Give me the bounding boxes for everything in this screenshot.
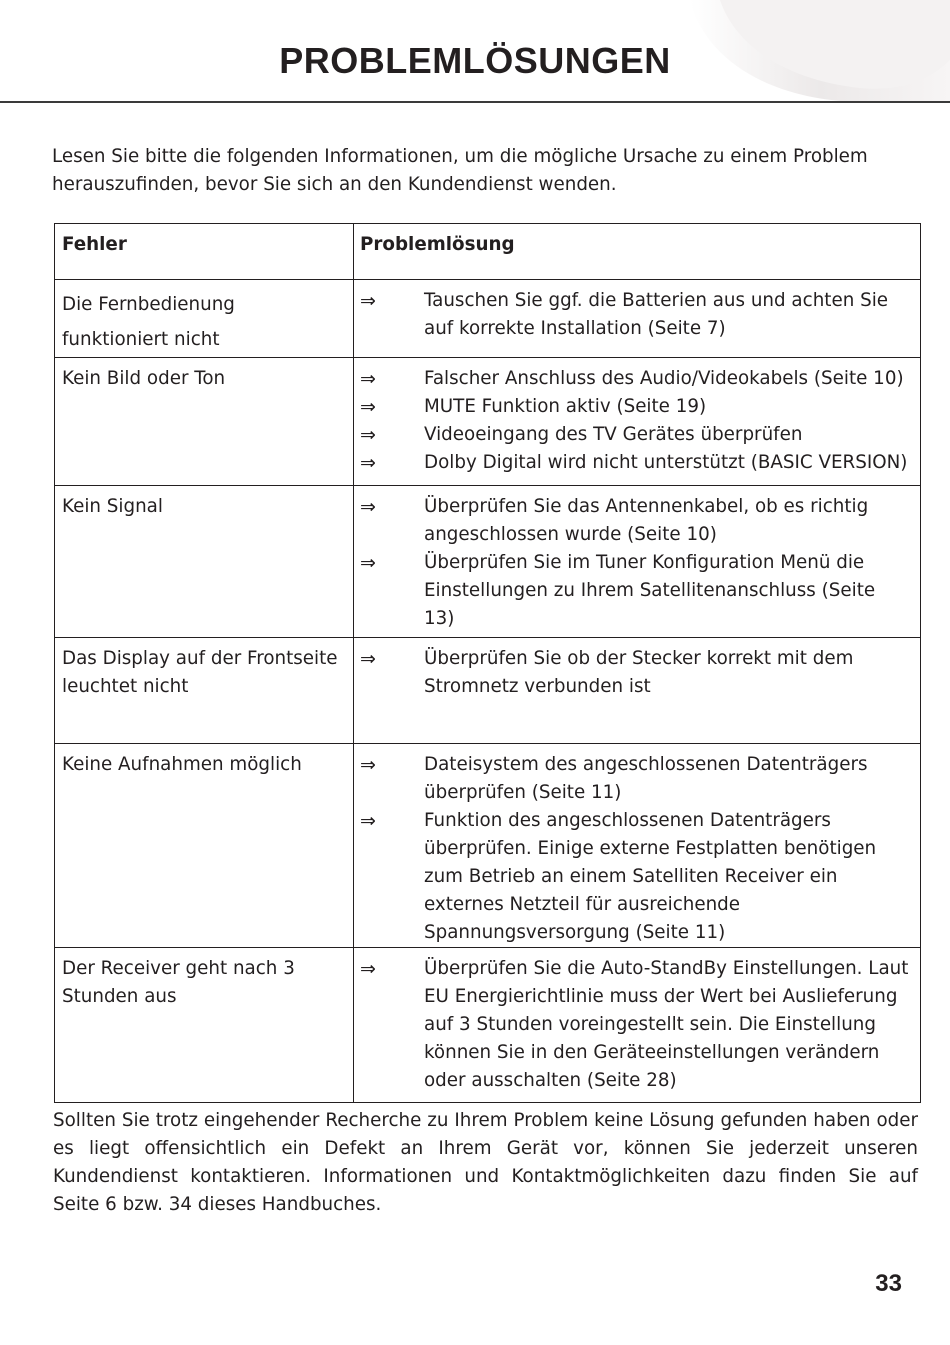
fault-cell: Der Receiver geht nach 3 Stunden aus [55,948,354,1103]
solution-cell [354,280,921,358]
troubleshooting-table [54,223,921,1103]
solution-item [360,365,910,393]
table-row [55,638,921,744]
page-title: PROBLEMLÖSUNGEN [279,40,671,81]
solution-text: Videoeingang des TV Gerätes überprüfen [424,424,803,445]
solution-item [360,449,910,477]
fault-cell: Das Display auf der Frontseite leuchtet nicht [55,638,354,744]
table-row [55,358,921,486]
fault-cell: Kein Bild oder Ton [55,358,354,486]
solution-text: MUTE Funktion aktiv (Seite 19) [424,396,707,417]
arrow-icon: ⇒ [360,424,376,446]
fault-cell: Die Fernbedienung funktioniert nicht [55,280,354,358]
arrow-icon: ⇒ [360,452,376,474]
arrow-icon: ⇒ [360,754,376,776]
solution-cell [354,486,921,638]
fault-cell: Keine Aufnahmen möglich [55,744,354,948]
solution-item [360,493,910,549]
solution-cell [354,638,921,744]
arrow-icon: ⇒ [360,368,376,390]
arrow-icon: ⇒ [360,552,376,574]
arrow-icon: ⇒ [360,810,376,832]
solution-text: Tauschen Sie ggf. die Batterien aus und achten Sie auf korrekte Installation (Seite 7) [424,290,889,339]
title-divider [0,101,950,103]
intro-paragraph: Lesen Sie bitte die folgenden Informationen, um die mögliche Ursache zu einem Problem herauszufinden, bevor Sie sich an den Kundendienst wenden. [52,146,868,195]
arrow-icon: ⇒ [360,648,376,670]
arrow-icon: ⇒ [360,496,376,518]
solution-text: Überprüfen Sie im Tuner Konfiguration Menü die Einstellungen zu Ihrem Satellitenanschluss (Seite 13) [424,552,876,629]
solution-item [360,645,910,701]
arrow-icon: ⇒ [360,396,376,418]
solution-text: Überprüfen Sie ob der Stecker korrekt mit dem Stromnetz verbunden ist [424,648,854,697]
column-header-fault: Fehler [55,224,354,280]
arrow-icon: ⇒ [360,290,376,312]
solution-cell [354,358,921,486]
table-row [55,948,921,1103]
table-header-row [55,224,921,280]
column-header-solution: Problemlösung [354,224,921,280]
arrow-icon: ⇒ [360,958,376,980]
closing-paragraph: Sollten Sie trotz eingehender Recherche zu Ihrem Problem keine Lösung gefunden haben oder es liegt offensichtlich ein Defekt an Ihrem Gerät vor, können Sie jederzeit unseren Kundendienst kontaktieren. Informationen und Kontaktmöglichkeiten dazu finden Sie auf Seite 6 bzw. 34 dieses Handbuches. [53,1110,918,1215]
table-row [55,744,921,948]
solution-cell [354,744,921,948]
table-row [55,280,921,358]
solution-item [360,807,910,947]
solution-text: Dateisystem des angeschlossenen Datenträgers überprüfen (Seite 11) [424,754,868,803]
solution-cell [354,948,921,1103]
solution-text: Falscher Anschluss des Audio/Videokabels (Seite 10) [424,368,904,389]
solution-text: Dolby Digital wird nicht unterstützt (BASIC VERSION) [424,452,908,473]
solution-item [360,393,910,421]
solution-item [360,751,910,807]
solution-item [360,287,910,343]
page-number: 33 [875,1270,902,1297]
solution-item [360,421,910,449]
solution-item [360,549,910,633]
fault-cell: Kein Signal [55,486,354,638]
solution-text: Überprüfen Sie das Antennenkabel, ob es richtig angeschlossen wurde (Seite 10) [424,496,869,545]
table-row [55,486,921,638]
solution-text: Funktion des angeschlossenen Datenträgers überprüfen. Einige externe Festplatten benötigen zum Betrieb an einem Satelliten Receiver ein externes Netzteil für ausreichende Spannungsversorgung (Seite 11) [424,810,877,943]
solution-item [360,955,910,1095]
solution-text: Überprüfen Sie die Auto-StandBy Einstellungen. Laut EU Energierichtlinie muss der Wert bei Auslieferung auf 3 Stunden voreingestellt sein. Die Einstellung können Sie in den Geräteeinstellungen verändern oder ausschalten (Seite 28) [424,958,909,1091]
